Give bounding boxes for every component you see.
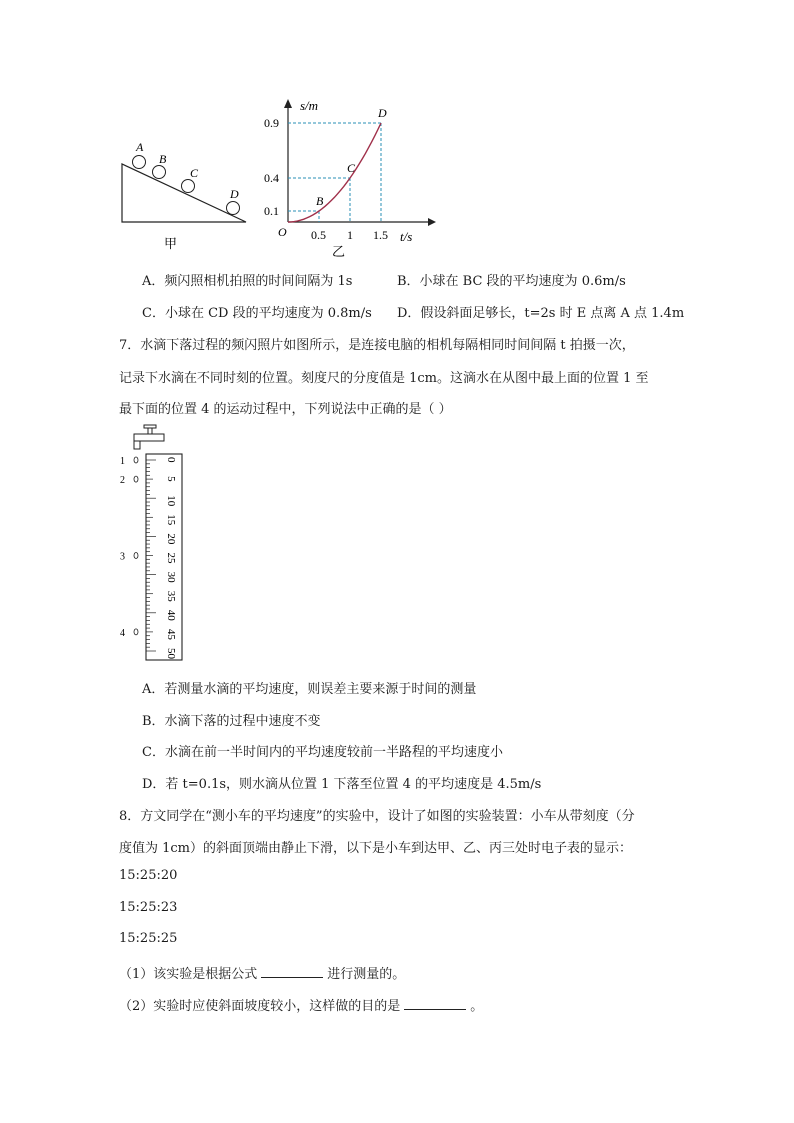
- ruler-number-10: 10: [165, 495, 177, 507]
- q8-sub2-post: 。: [470, 999, 484, 1014]
- x-tick-0.5: 0.5: [311, 228, 326, 242]
- ruler-number-25: 25: [165, 552, 177, 564]
- drop-position-label-3: 3: [120, 551, 125, 563]
- q8-time-3: 15:25:25: [119, 931, 178, 946]
- q8-text-line2: 度值为 1cm）的斜面顶端由静止下滑，以下是小车到达甲、乙、丙三处时电子表的显示：: [119, 841, 633, 856]
- q8-text-line1: 8．方文同学在“测小车的平均速度”的实验中，设计了如图的实验装置：小车从带刻度（分: [119, 809, 635, 824]
- q7-text-line2: 记录下水滴在不同时刻的位置。刻度尺的分度值是 1cm。这滴水在从图中最上面的位置 1 至: [119, 371, 649, 386]
- water-drop-2: [134, 476, 138, 482]
- water-drop-1: [134, 457, 138, 463]
- incline-figure: [110, 130, 260, 260]
- q6-option-b: B．小球在 BC 段的平均速度为 0.6m/s: [397, 274, 626, 289]
- origin-label: O: [278, 225, 287, 239]
- motion-curve: [288, 123, 381, 222]
- ball-a: [133, 156, 146, 169]
- ball-d: [227, 202, 240, 215]
- s-t-graph: [262, 96, 442, 260]
- q6-option-a: A．频闪照相机拍照的时间间隔为 1s: [142, 274, 353, 289]
- incline-caption: 甲: [164, 236, 178, 251]
- ruler-number-0: 0: [165, 457, 177, 463]
- ruler-number-50: 50: [165, 648, 177, 659]
- x-axis-arrow: [428, 218, 436, 226]
- y-axis-label: s/m: [300, 98, 319, 113]
- q7-option-b: B．水滴下落的过程中速度不变: [142, 714, 321, 729]
- q8-sub2-blank[interactable]: [404, 997, 466, 1010]
- ruler-number-40: 40: [165, 609, 177, 621]
- q8-sub1-blank[interactable]: [261, 965, 323, 978]
- drop-position-label-4: 4: [120, 627, 125, 639]
- q7-text-line1: 7．水滴下落过程的频闪照片如图所示，是连接电脑的相机每隔相同时间间隔 t 拍摄一次，: [119, 338, 635, 353]
- label-c: C: [190, 166, 199, 180]
- q8-time-2: 15:25:23: [119, 900, 178, 915]
- x-tick-1: 1: [347, 228, 353, 242]
- point-label-b: B: [316, 194, 324, 208]
- label-b: B: [159, 152, 167, 166]
- label-a: A: [136, 140, 144, 154]
- q7-text-line3: 最下面的位置 4 的运动过程中，下列说法中正确的是（ ）: [119, 402, 452, 417]
- y-tick-0.9: 0.9: [264, 116, 279, 130]
- ruler-number-45: 45: [165, 628, 177, 640]
- q8-time-1: 15:25:20: [119, 868, 178, 883]
- q6-option-d: D．假设斜面足够长，t=2s 时 E 点离 A 点 1.4m: [397, 306, 685, 321]
- ruler-number-5: 5: [165, 476, 177, 482]
- q8-sub2: [119, 995, 483, 1014]
- label-d: D: [230, 187, 239, 201]
- ball-c: [182, 180, 195, 193]
- q7-option-d: D．若 t=0.1s，则水滴从位置 1 下落至位置 4 的平均速度是 4.5m/s: [142, 777, 542, 792]
- y-tick-0.1: 0.1: [264, 204, 279, 218]
- graph-caption: 乙: [332, 244, 346, 259]
- faucet-body: [134, 434, 164, 441]
- point-label-d: D: [378, 106, 387, 120]
- point-label-c: C: [347, 161, 356, 175]
- ruler-number-30: 30: [165, 571, 177, 583]
- water-drop-4: [134, 629, 138, 635]
- y-axis-arrow: [284, 99, 292, 108]
- drop-position-label-1: 1: [120, 456, 125, 467]
- faucet-handle: [148, 428, 152, 434]
- q8-sub2-pre: （2）实验时应使斜面坡度较小，这样做的目的是: [119, 999, 401, 1014]
- ruler-number-20: 20: [165, 533, 177, 545]
- faucet-knob: [144, 425, 156, 428]
- drop-position-label-2: 2: [120, 475, 125, 487]
- y-tick-0.4: 0.4: [264, 171, 279, 185]
- q8-sub1: [119, 963, 405, 982]
- faucet-spout: [134, 441, 140, 449]
- q8-sub1-post: 进行测量的。: [327, 967, 406, 982]
- q8-sub1-pre: （1）该实验是根据公式: [119, 967, 258, 982]
- water-drop-3: [134, 553, 138, 559]
- ruler-number-15: 15: [165, 514, 177, 526]
- q7-option-a: A．若测量水滴的平均速度，则误差主要来源于时间的测量: [142, 682, 477, 697]
- q6-option-c: C．小球在 CD 段的平均速度为 0.8m/s: [142, 306, 372, 321]
- x-axis-label: t/s: [400, 229, 413, 244]
- incline-ramp: [122, 164, 246, 222]
- ruler-number-35: 35: [165, 590, 177, 602]
- dripping-ruler-figure: [112, 424, 196, 666]
- ball-b: [153, 166, 166, 179]
- x-tick-1.5: 1.5: [373, 228, 388, 242]
- q7-option-c: C．水滴在前一半时间内的平均速度较前一半路程的平均速度小: [142, 745, 503, 760]
